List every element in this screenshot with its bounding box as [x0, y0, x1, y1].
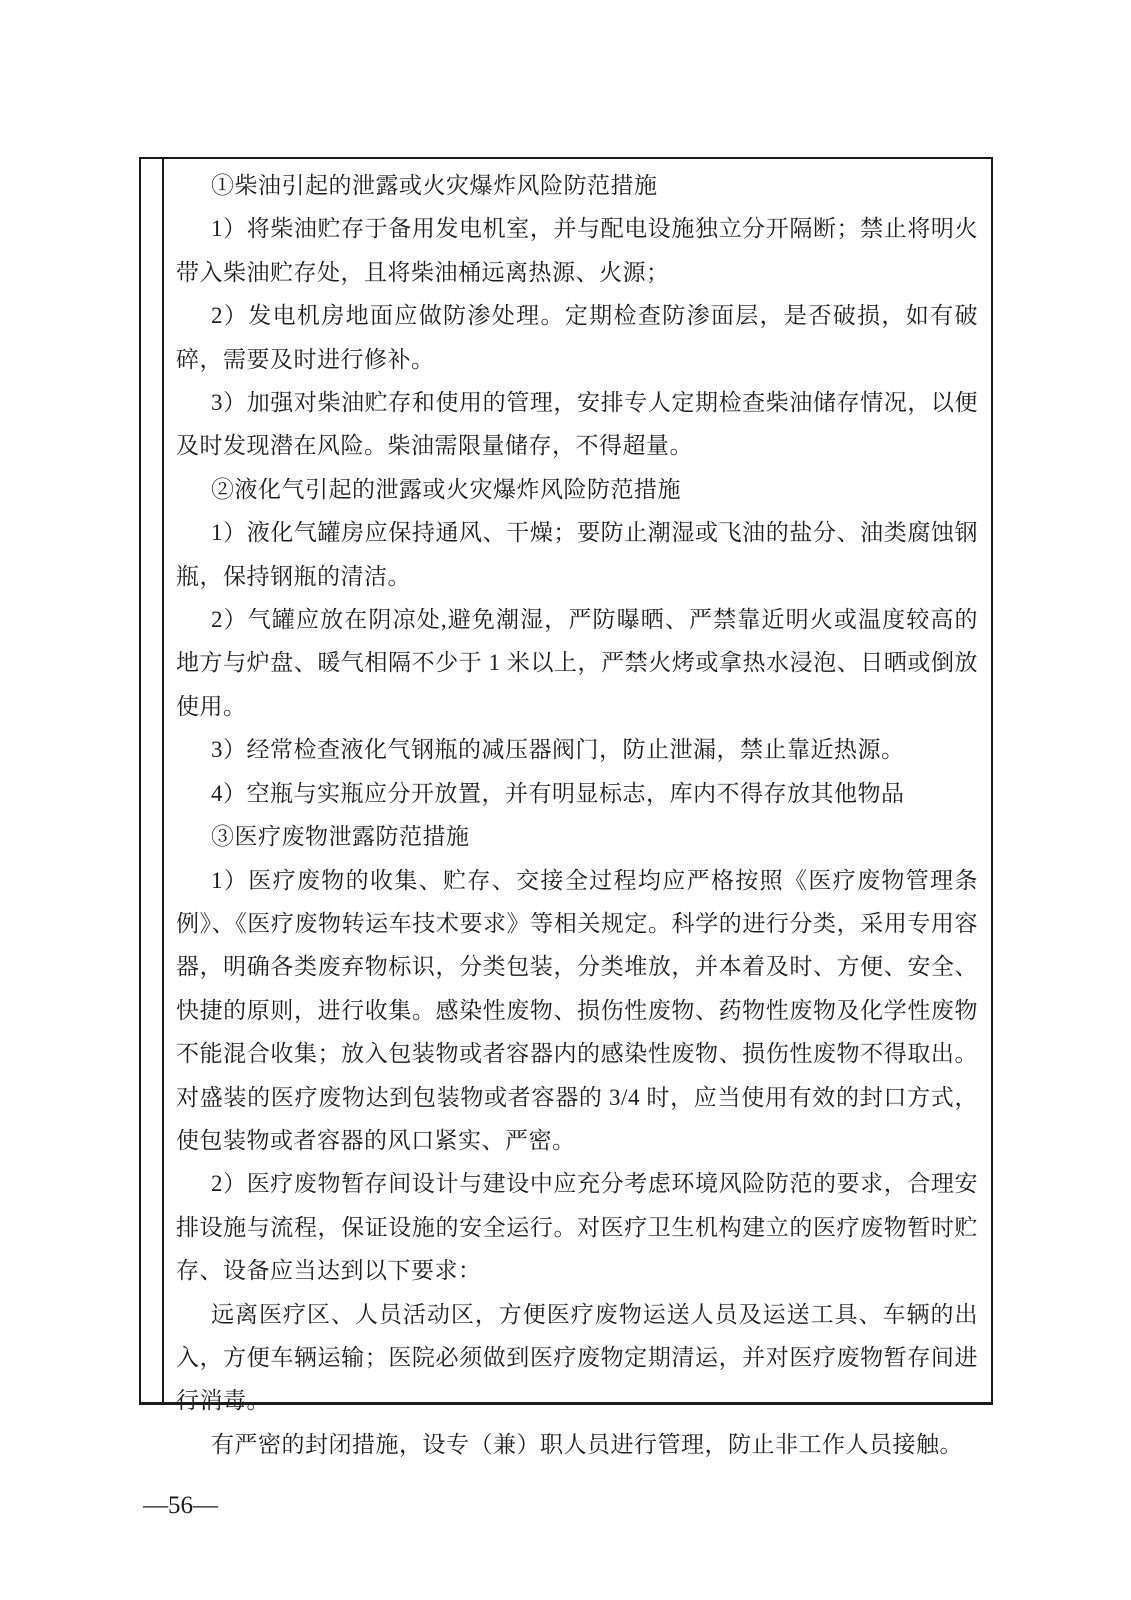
risk-measures-table — [139, 157, 993, 1457]
paragraph-medwaste-item-2: 2）医疗废物暂存间设计与建设中应充分考虑环境风险防范的要求，合理安排设施与流程，保证设施的安全运行。对医疗卫生机构建立的医疗废物暂时贮存、设备应当达到以下要求： — [176, 1171, 978, 1284]
paragraph-medwaste-req-1: 远离医疗区、人员活动区，方便医疗废物运送人员及运送工具、车辆的出入，方便车辆运输；医院必须做到医疗废物定期清运，并对医疗废物暂存间进行消毒。 — [176, 1301, 978, 1414]
paragraph-diesel-item-2: 2）发电机房地面应做防渗处理。定期检查防渗面层，是否破损，如有破碎，需要及时进行修补。 — [176, 303, 978, 372]
paragraph-lpg-item-1: 1）液化气罐房应保持通风、干燥；要防止潮湿或飞油的盐分、油类腐蚀钢瓶，保持钢瓶的清洁。 — [176, 520, 978, 589]
paragraph-lpg-item-2: 2）气罐应放在阴凉处,避免潮湿，严防曝晒、严禁靠近明火或温度较高的地方与炉盘、暖气相隔不少于 1 米以上，严禁火烤或拿热水浸泡、日晒或倒放使用。 — [176, 607, 978, 719]
risk-measures-cell — [164, 159, 991, 1457]
paragraph-medwaste-req-2: 有严密的封闭措施，设专（兼）职人员进行管理，防止非工作人员接触。 — [211, 1431, 963, 1457]
paragraph-lpg-heading: ②液化气引起的泄露或火灾爆炸风险防范措施 — [211, 476, 681, 502]
paragraph-lpg-item-3: 3）经常检查液化气钢瓶的减压器阀门，防止泄漏，禁止靠近热源。 — [211, 737, 905, 763]
paragraph-medwaste-heading: ③医疗废物泄露防范措施 — [211, 824, 470, 850]
paragraph-medwaste-item-1: 1）医疗废物的收集、贮存、交接全过程均应严格按照《医疗废物管理条例》、《医疗废物转运车技术要求》等相关规定。科学的进行分类，采用专用容器，明确各类废弃物标识，分类包装，分类堆放，并本着及时、方便、安全、快捷的原则，进行收集。感染性废物、损伤性废物、药物性废物及化学性废物不能混合收集；放入包装物或者容器内的感染性废物、损伤性废物不得取出。对盛装的医疗废物达到包装物或者容器的 3/4 时，应当使用有效的封口方式，使包装物或者容器的风口紧实、严密。 — [176, 867, 978, 1153]
paragraph-lpg-item-4: 4）空瓶与实瓶应分开放置，并有明显标志，库内不得存放其他物品 — [211, 780, 905, 806]
paragraph-diesel-item-3: 3）加强对柴油贮存和使用的管理，安排专人定期检查柴油储存情况，以便及时发现潜在风险。柴油需限量储存，不得超量。 — [176, 390, 978, 459]
page-number: —56— — [143, 1492, 218, 1519]
table-left-column-cell — [141, 159, 164, 1402]
paragraph-diesel-item-1: 1）将柴油贮存于备用发电机室，并与配电设施独立分开隔断；禁止将明火带入柴油贮存处，且将柴油桶远离热源、火源； — [176, 216, 978, 285]
paragraph-diesel-heading: ①柴油引起的泄露或火灾爆炸风险防范措施 — [211, 173, 658, 198]
